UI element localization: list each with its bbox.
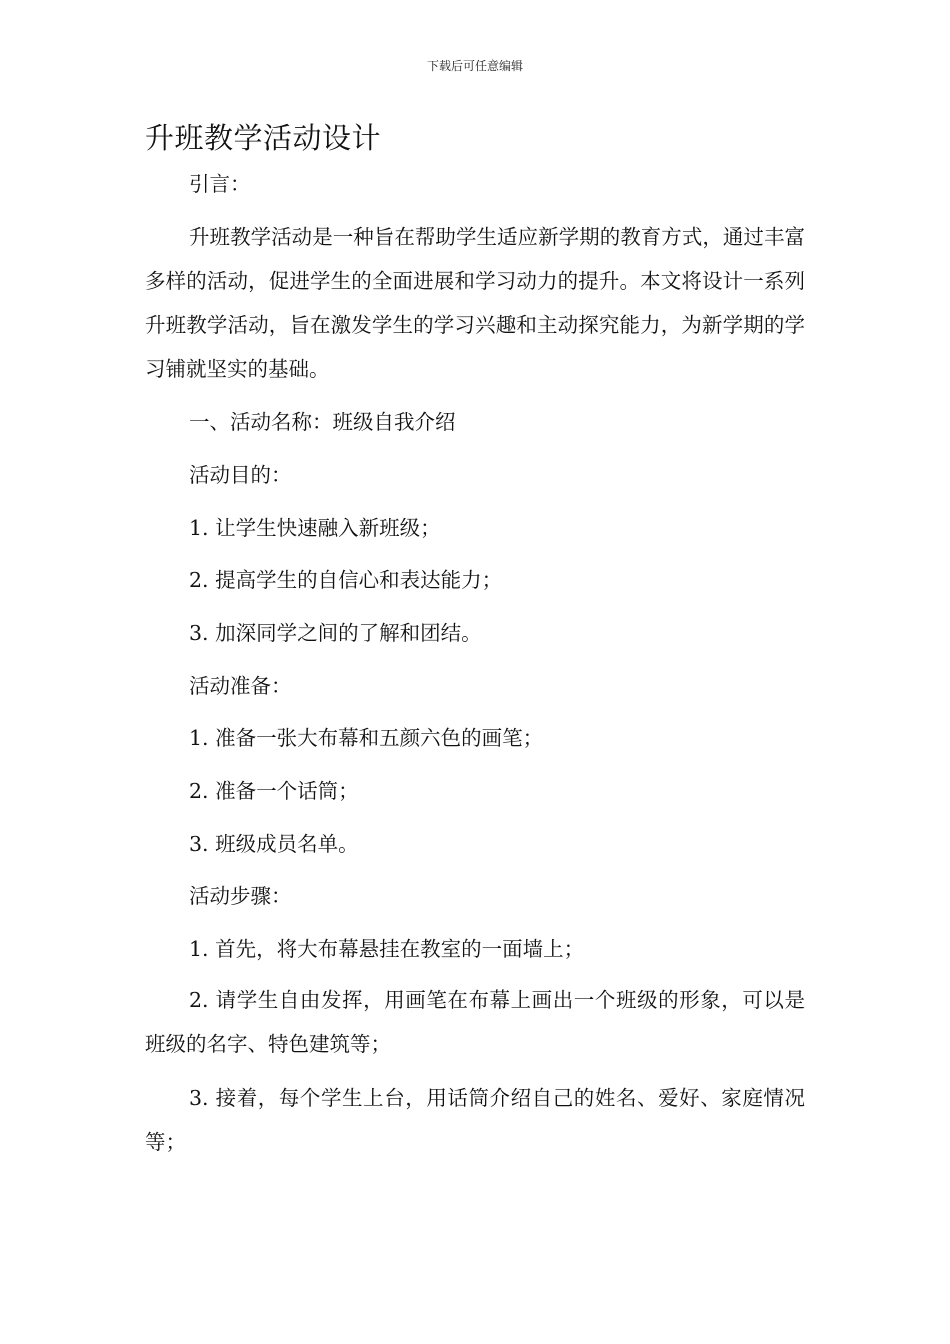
subheading-steps: 活动步骤： — [189, 884, 292, 908]
header-note: 下载后可任意编辑 — [426, 59, 523, 73]
list-item: 3. 班级成员名单。 — [189, 832, 359, 856]
section-heading: 一、活动名称：班级自我介绍 — [189, 410, 456, 434]
list-item: 1. 准备一张大布幕和五颜六色的画笔； — [189, 726, 544, 750]
list-item: 1. 让学生快速融入新班级； — [189, 516, 441, 540]
subheading-preparation: 活动准备： — [189, 674, 292, 698]
list-item: 2. 提高学生的自信心和表达能力； — [189, 568, 503, 592]
list-item: 1. 首先，将大布幕悬挂在教室的一面墙上； — [189, 937, 585, 961]
subheading-purpose: 活动目的： — [189, 463, 292, 487]
list-item: 2. 请学生自由发挥，用画笔在布幕上画出一个班级的形象，可以是班级的名字、特色建筑等； — [145, 988, 805, 1056]
document-title: 升班教学活动设计 — [145, 121, 382, 155]
list-item: 3. 加深同学之间的了解和团结。 — [189, 621, 482, 645]
paragraph-intro-label: 引言： — [189, 172, 251, 196]
paragraph-intro-body: 升班教学活动是一种旨在帮助学生适应新学期的教育方式，通过丰富多样的活动，促进学生的全面进展和学习动力的提升。本文将设计一系列升班教学活动，旨在激发学生的学习兴趣和主动探究能力，为新学期的学习铺就坚实的基础。 — [145, 225, 805, 381]
list-item: 3. 接着，每个学生上台，用话筒介绍自己的姓名、爱好、家庭情况等； — [145, 1086, 805, 1154]
list-item: 2. 准备一个话筒； — [189, 779, 359, 803]
